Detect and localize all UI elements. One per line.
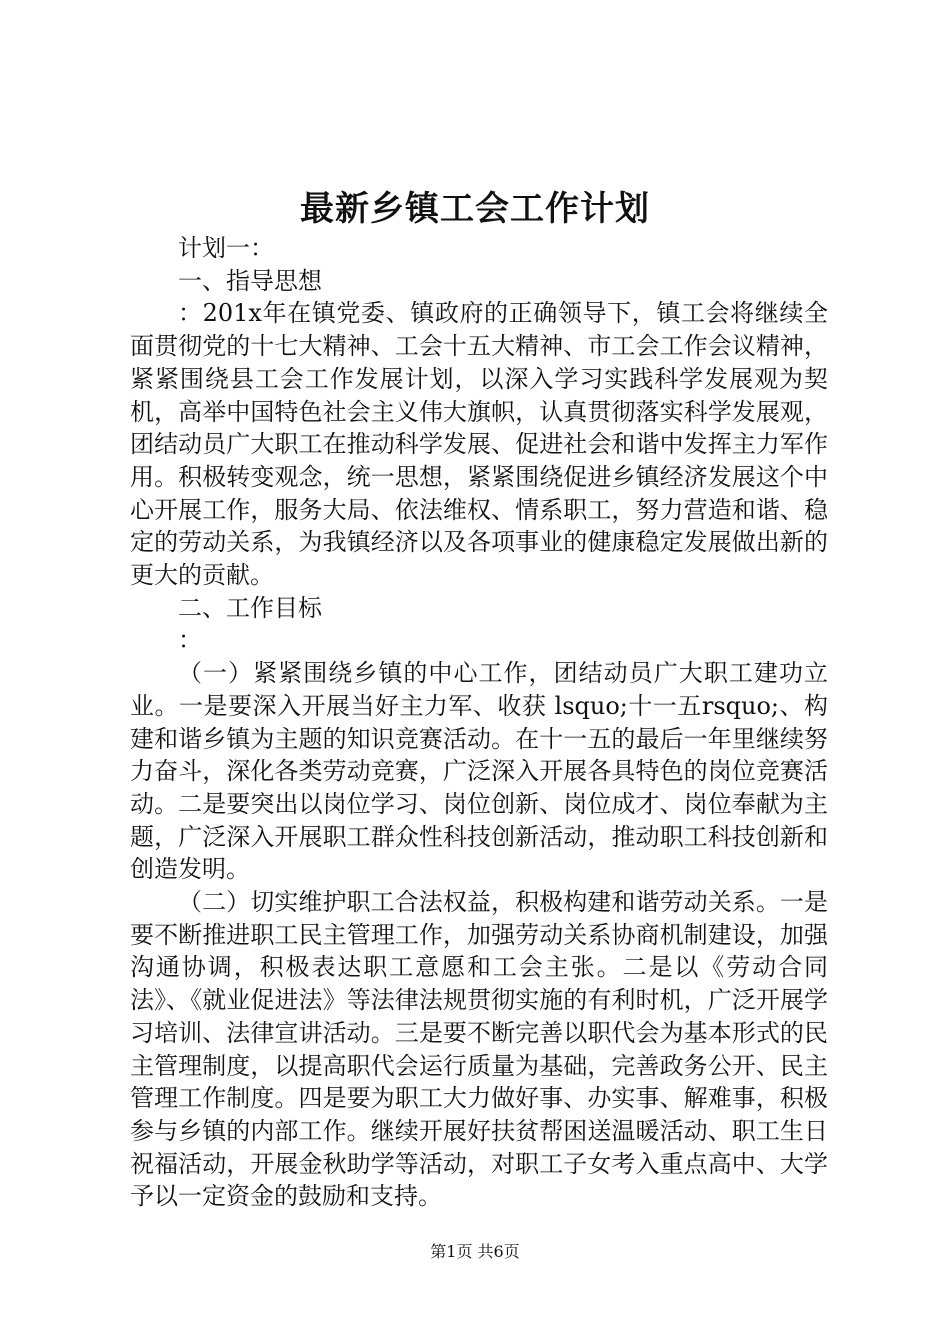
document-body xyxy=(130,232,828,1213)
document-title: 最新乡镇工会工作计划 xyxy=(300,189,650,229)
paragraph-goal-one: （一）紧紧围绕乡镇的中心工作，团结动员广大职工建功立业。一是要深入开展当好主力军、收获 lsquo;十一五rsquo;、构建和谐乡镇为主题的知识竞赛活动。在十一五的最后一年里继续努力奋斗，深化各类劳动竞赛，广泛深入开展各具特色的岗位竞赛活动。二是要突出以岗位学习、岗位创新、岗位成才、岗位奉献为主题，广泛深入开展职工群众性科技创新活动，推动职工科技创新和创造发明。 xyxy=(130,659,828,884)
page-footer: 第1页 共6页 xyxy=(430,1242,520,1261)
paragraph-guiding-thought: ：201x年在镇党委、镇政府的正确领导下，镇工会将继续全面贯彻党的十七大精神、工会十五大精神、市工会工作会议精神，紧紧围绕县工会工作发展计划，以深入学习实践科学发展观为契机，高举中国特色社会主义伟大旗帜，认真贯彻落实科学发展观，团结动员广大职工在推动科学发展、促进社会和谐中发挥主力军作用。积极转变观念，统一思想，紧紧围绕促进乡镇经济发展这个中心开展工作，服务大局、依法维权、情系职工，努力营造和谐、稳定的劳动关系，为我镇经济以及各项事业的健康稳定发展做出新的更大的贡献。 xyxy=(130,299,828,590)
section-heading-work-goals: 二、工作目标 xyxy=(178,593,322,622)
colon-line: ： xyxy=(178,626,202,655)
plan-heading: 计划一： xyxy=(178,234,274,262)
section-heading-guiding-thought: 一、指导思想 xyxy=(178,266,322,295)
paragraph-goal-two: （二）切实维护职工合法权益，积极构建和谐劳动关系。一是要不断推进职工民主管理工作，加强劳动关系协商机制建设，加强沟通协调，积极表达职工意愿和工会主张。二是以《劳动合同法》、《就业促进法》等法律法规贯彻实施的有利时机，广泛开展学习培训、法律宣讲活动。三是要不断完善以职代会为基本形式的民主管理制度，以提高职代会运行质量为基础，完善政务公开、民主管理工作制度。四是要为职工大力做好事、办实事、解难事，积极参与乡镇的内部工作。继续开展好扶贫帮困送温暖活动、职工生日祝福活动，开展金秋助学等活动，对职工子女考入重点高中、大学予以一定资金的鼓励和支持。 xyxy=(130,888,828,1211)
